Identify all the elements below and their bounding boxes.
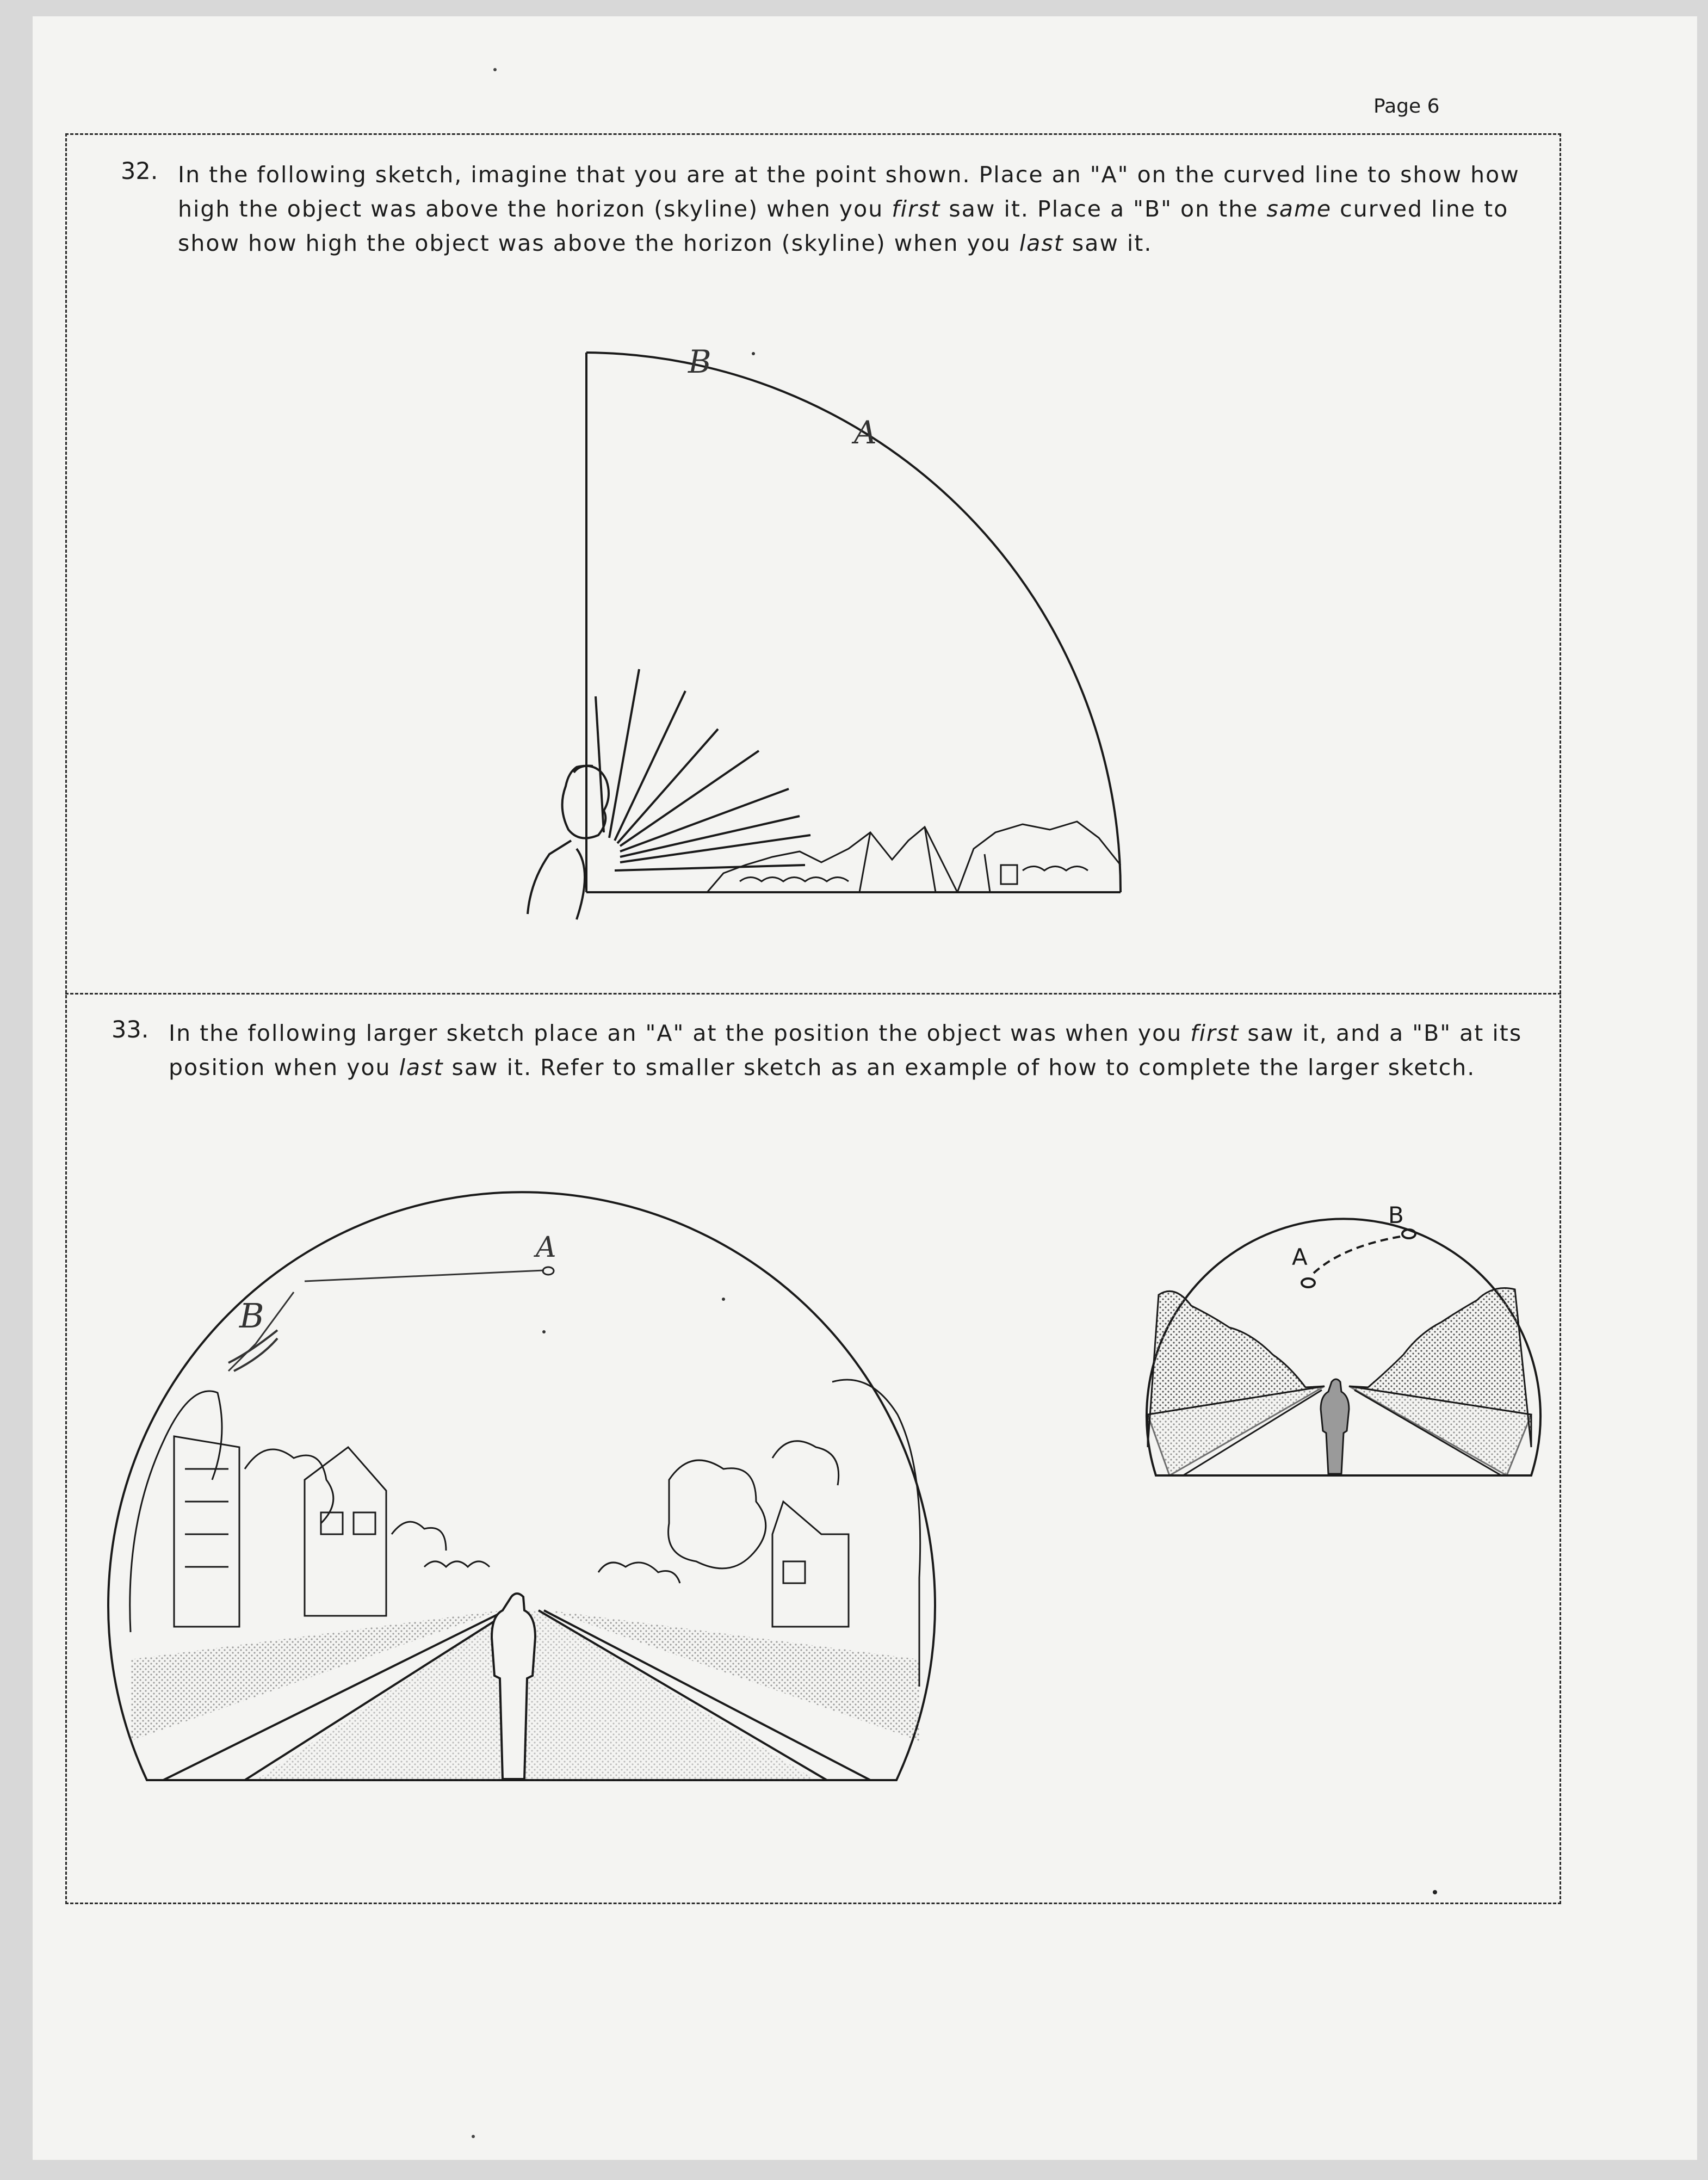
- q32-handwritten-b: B: [688, 343, 711, 380]
- large-sketch-handwritten-b: B: [239, 1296, 264, 1336]
- large-street-sketch: [108, 1192, 935, 1780]
- q32-line-3: show how high the object was above the horizon (skyline) when you last saw it.: [178, 230, 1153, 256]
- large-sketch-pencil-path: [305, 1270, 544, 1281]
- q32-line-2: high the object was above the horizon (skyline) when you first saw it. Place a "B" on the same curved line to: [178, 196, 1509, 222]
- q32-handwritten-a: A: [854, 414, 877, 451]
- large-sketch-object-oval: [543, 1267, 554, 1275]
- q32-number: 32.: [121, 158, 158, 185]
- example-sketch-standing-figure: [1321, 1379, 1349, 1474]
- example-sketch-label-b: B: [1388, 1202, 1404, 1228]
- q32-line-1: In the following sketch, imagine that you are at the point shown. Place an "A" on the curved line to show how: [178, 162, 1520, 188]
- example-sketch-label-a: A: [1292, 1244, 1308, 1270]
- large-sketch-left-buildings-trees: [130, 1391, 490, 1632]
- q33-number: 33.: [112, 1016, 149, 1043]
- example-sketch-dashed-path: [1314, 1236, 1403, 1273]
- small-example-sketch: [1147, 1202, 1540, 1475]
- page-number: Page 6: [1373, 95, 1440, 118]
- large-sketch-handwritten-a: A: [536, 1231, 556, 1264]
- example-sketch-oval-a: [1302, 1279, 1315, 1287]
- q33-line-2: position when you last saw it. Refer to smaller sketch as an example of how to complete the larger sketch.: [169, 1054, 1476, 1080]
- q33-line-1: In the following larger sketch place an "A" at the position the object was when you first saw it, and a "B" at its: [169, 1020, 1523, 1046]
